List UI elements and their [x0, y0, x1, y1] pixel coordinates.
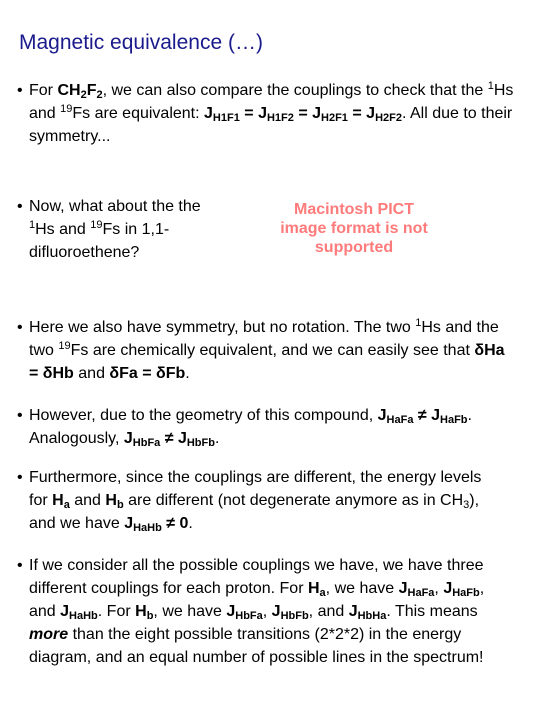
bullet-symmetry [17, 316, 507, 385]
bullet-text: However, due to the geometry of this compound, $J_{HaFa} \ne J_{HaFb}$. Analogously, $J_{HbFa} \ne J_{HbFb}$. [29, 407, 472, 449]
bullet-dot: • [17, 82, 23, 99]
bullet-dot: • [17, 319, 23, 336]
bullet-text: For $CH_2F_2$, we can also compare the couplings to check that the $^1$Hs and $^{19}$Fs are equivalent: $J_{H1F1} = J_{H1F2} = J_{H2F1} = J_{H2F2}$. All due to their symmetry... [29, 80, 514, 145]
bullet-text: Furthermore, since the couplings are different, the energy levels for $H_a$ and $H_b$ are different (not degenerate anymore as in $CH_3$), and we have $J_{HaHb} \ne 0$. [29, 469, 482, 534]
bullet-geometry [17, 404, 522, 450]
slide-title: Magnetic equivalence (…) [19, 31, 263, 54]
bullet-dot: • [17, 557, 23, 574]
bullet-difluoroethene [17, 195, 212, 264]
bullet-text: Now, what about the the $^1$Hs and $^{19}$Fs in 1,1-difluoroethene? [29, 198, 201, 261]
bullet-dot: • [17, 469, 23, 486]
bullet-text: Here we also have symmetry, but no rotation. The two $^1$Hs and the two $^{19}$Fs are chemically equivalent, and we can easily see that δHa = δHb and δFa = δFb. [29, 317, 505, 382]
bullet-possible-couplings [17, 554, 507, 669]
bullet-dot: • [17, 198, 23, 215]
unsupported-image-placeholder: Macintosh PICT image format is not supported [280, 201, 428, 256]
bullet-energy-levels [17, 466, 502, 535]
bullet-dot: • [17, 407, 23, 424]
bullet-text: If we consider all the possible couplings we have, we have three different couplings for each proton. For $H_a$, we have $J_{HaFa}$, $J_{HaFb}$, and $J_{HaHb}$. For $H_b$, we have $J_{HbFa}$, $J_{HbFb}$, and $J_{HbHa}$. This means more than the eight possible transitions (2*2*2) in the energy diagram, and an equal number of possible lines in the spectrum! [29, 557, 485, 666]
bullet-ch2f2 [17, 79, 522, 148]
